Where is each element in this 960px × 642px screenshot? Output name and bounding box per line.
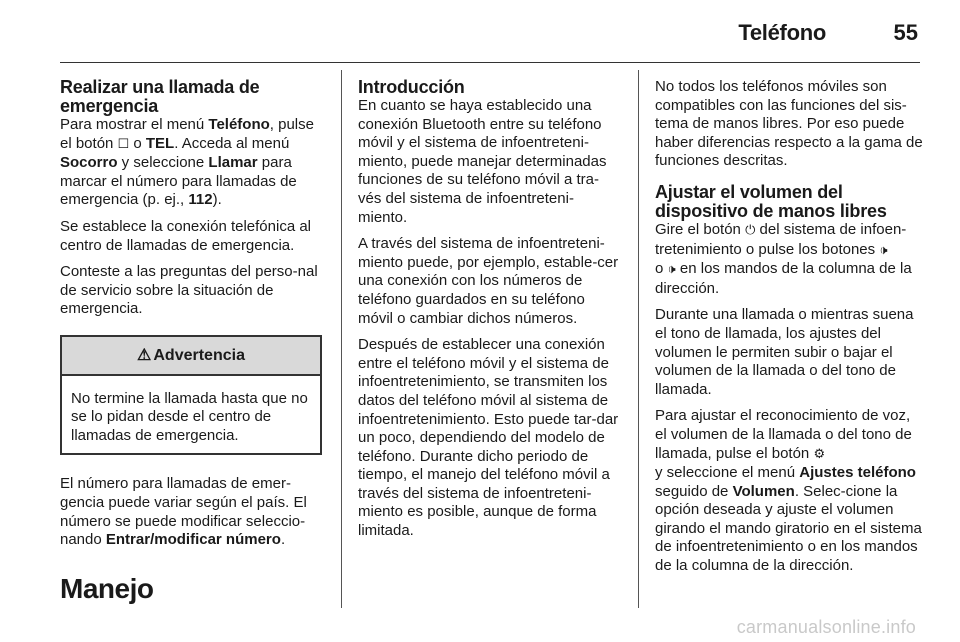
paragraph-intro-1: En cuanto se haya establecido una conexión Bluetooth entre su teléfono móvil y el sistema de infoentreteni-miento, puede manejar determinadas funciones de su teléfono móvil a tra-vés del sistema de infoentreteni-miento.: [358, 97, 607, 226]
paragraph-volume-knob: Gire el botón ⏻ del sistema de infoen-tretenimiento o pulse los botones 🕩 o 🕩 en los mandos de la columna de la dirección.: [655, 220, 912, 297]
column-right: [655, 78, 923, 584]
settings-icon: ⚙: [813, 446, 826, 462]
paragraph-compatibility: No todos los teléfonos móviles son compatibles con las funciones del sis-tema de manos libres. Por eso puede haber diferencias respecto a la gama de funciones descritas.: [655, 78, 923, 170]
heading-adjust-volume: Ajustar el volumen del dispositivo de manos libres: [655, 181, 887, 221]
paragraph-answer: Conteste a las preguntas del perso-nal de servicio sobre la situación de emergencia.: [60, 263, 318, 318]
warning-triangle-icon: ⚠: [137, 346, 152, 364]
heading-emergency-call: Realizar una llamada de emergencia: [60, 77, 260, 116]
heading-introduction: Introducción: [358, 77, 465, 97]
column-divider-2: [638, 70, 639, 608]
header-divider: [60, 62, 920, 63]
column-divider-1: [341, 70, 342, 608]
paragraph-intro-3: Después de establecer una conexión entre el teléfono móvil y el sistema de infoentretenimiento, se transmiten los datos del teléfono móvil al sistema de infoentretenimiento. Esto puede tar-dar un poco, dependiendo del modelo de teléfono. Durante dicho periodo de tiempo, el manejo del teléfono móvil a través del sistema de infoentreteni-miento es posible, aunque de forma limitada.: [358, 336, 619, 540]
paragraph-volume-call: Durante una llamada o mientras suena el tono de llamada, los ajustes del volumen le permiten subir o bajar el volumen de la llamada o del tono de llamada.: [655, 306, 914, 398]
phone-icon: ☐: [117, 136, 130, 152]
column-left: [60, 77, 324, 604]
page-title: Teléfono: [738, 20, 826, 45]
warning-box: [60, 335, 322, 455]
paragraph-voice-settings: Para ajustar el reconocimiento de voz, el volumen de la llamada o del tono de llamada, pulse el botón ⚙ y seleccione el menú Ajustes teléfono seguido de Volumen. Selec-cione la opción deseada y ajuste el volumen girando el mando giratorio en el sistema de infoentretenimiento o en los mandos de la columna de la dirección.: [655, 407, 922, 575]
paragraph-emergency-menu: Para mostrar el menú Teléfono, pulse el botón ☐ o TEL. Acceda al menú Socorro y seleccione Llamar para marcar el número para llamadas de emergencia (p. ej., 112).: [60, 116, 314, 209]
section-title-manejo: Manejo: [60, 572, 154, 604]
paragraph-intro-2: A través del sistema de infoentreteni-miento puede, por ejemplo, estable-cer una conexión con los números de teléfono guardados en su teléfono móvil o cambiar dichos números.: [358, 235, 619, 327]
power-knob-icon: ⏻: [745, 222, 756, 238]
watermark: carmanualsonline.info: [736, 617, 916, 637]
volume-icon: 🕩: [879, 242, 888, 258]
warning-header: ⚠ Advertencia: [62, 337, 320, 376]
warning-text: No termine la llamada hasta que no se lo pidan desde el centro de llamadas de emergencia.: [71, 389, 308, 444]
paragraph-connection: Se establece la conexión telefónica al centro de llamadas de emergencia.: [60, 217, 312, 254]
page-number: 55: [893, 20, 918, 45]
column-middle: [358, 78, 622, 549]
paragraph-number-varies: El número para llamadas de emer-gencia puede variar según el país. El número se puede modificar seleccio-nando Entrar/modificar número.: [60, 475, 307, 549]
volume-down-icon: 🕩: [667, 262, 676, 278]
